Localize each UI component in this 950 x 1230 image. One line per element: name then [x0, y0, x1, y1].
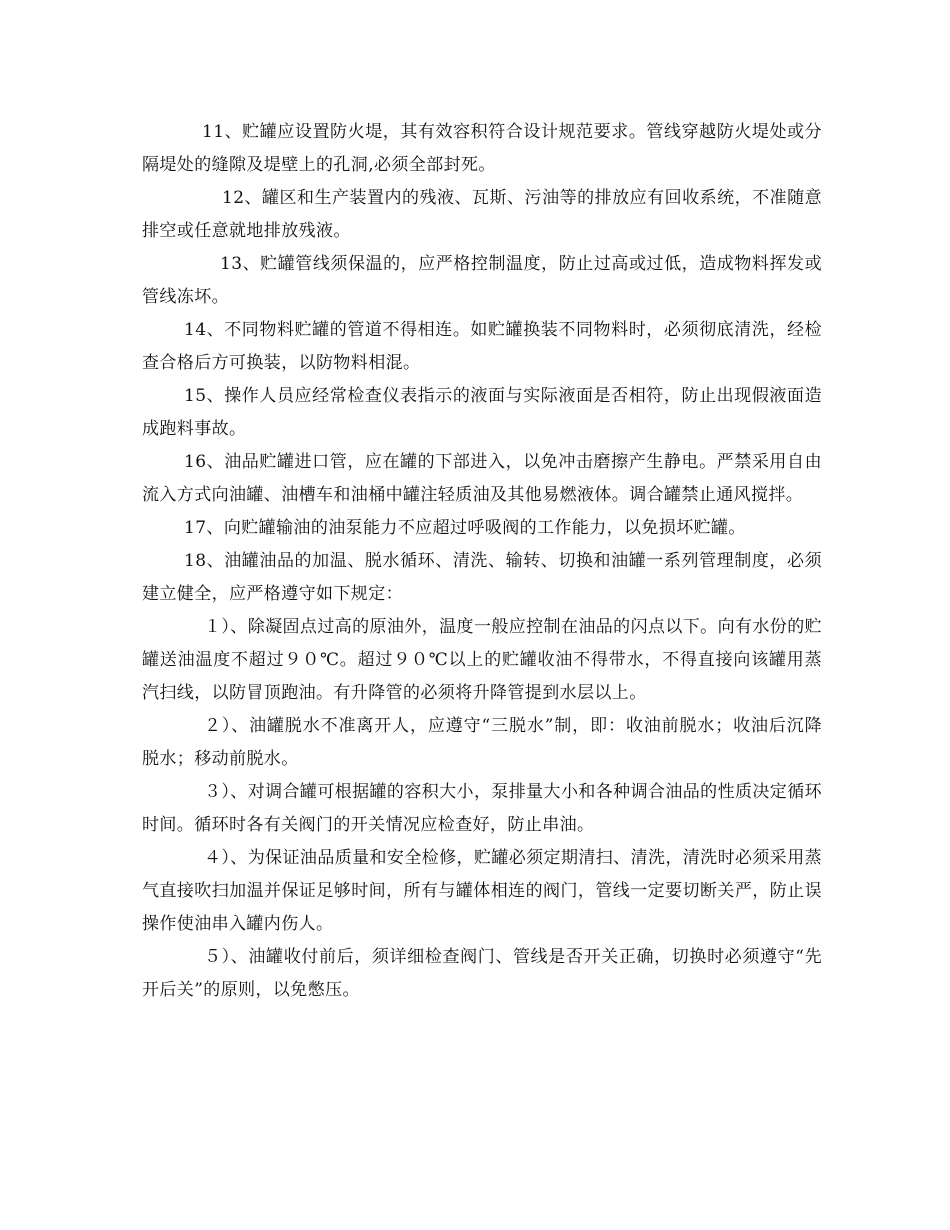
paragraph-15: 15、操作人员应经常检查仪表指示的液面与实际液面是否相符，防止出现假液面造成跑料事故。 [142, 386, 822, 439]
paragraph-16: 16、油品贮罐进口管，应在罐的下部进入，以免冲击磨擦产生静电。严禁采用自由流入方式向油罐、油槽车和油桶中罐注轻质油及其他易燃液体。调合罐禁止通风搅拌。 [142, 452, 822, 505]
paragraph-17: 17、向贮罐输油的油泵能力不应超过呼吸阀的工作能力，以免损坏贮罐。 [184, 518, 746, 538]
paragraph-13: 13、贮罐管线须保温的，应严格控制温度，防止过高或过低，造成物料挥发或管线冻坏。 [142, 254, 822, 307]
subitem-1: １）、除凝固点过高的原油外，温度一般应控制在油品的闪点以下。向有水份的贮罐送油温度不超过９０℃。超过９０℃以上的贮罐收油不得带水，不得直接向该罐用蒸汽扫线，以防冒顶跑油。有升降管的必须将升降管提到水层以上。 [142, 617, 822, 703]
paragraph-11: 11、贮罐应设置防火堤，其有效容积符合设计规范要求。管线穿越防火堤处或分隔堤处的缝隙及堤壁上的孔洞,必须全部封死。 [142, 122, 822, 175]
subitem-5: ５）、油罐收付前后，须详细检查阀门、管线是否开关正确，切换时必须遵守“先开后关”的原则，以免憋压。 [142, 947, 822, 1000]
subitem-4: ４）、为保证油品质量和安全检修，贮罐必须定期清扫、清洗，清洗时必须采用蒸气直接吹扫加温并保证足够时间，所有与罐体相连的阀门，管线一定要切断关严，防止误操作使油串入罐内伤人。 [142, 848, 822, 934]
subitem-3: ３）、对调合罐可根据罐的容积大小，泵排量大小和各种调合油品的性质决定循环时间。循环时各有关阀门的开关情况应检查好，防止串油。 [142, 782, 822, 835]
document-body [142, 116, 822, 1007]
paragraph-12: 12、罐区和生产装置内的残液、瓦斯、污油等的排放应有回收系统，不准随意排空或任意就地排放残液。 [142, 188, 822, 241]
paragraph-18: 18、油罐油品的加温、脱水循环、清洗、输转、切换和油罐一系列管理制度，必须建立健全，应严格遵守如下规定： [142, 551, 822, 604]
paragraph-14: 14、不同物料贮罐的管道不得相连。如贮罐换装不同物料时，必须彻底清洗，经检查合格后方可换装，以防物料相混。 [142, 320, 822, 373]
subitem-2: ２）、油罐脱水不准离开人，应遵守“三脱水”制，即：收油前脱水；收油后沉降脱水；移动前脱水。 [142, 716, 822, 769]
